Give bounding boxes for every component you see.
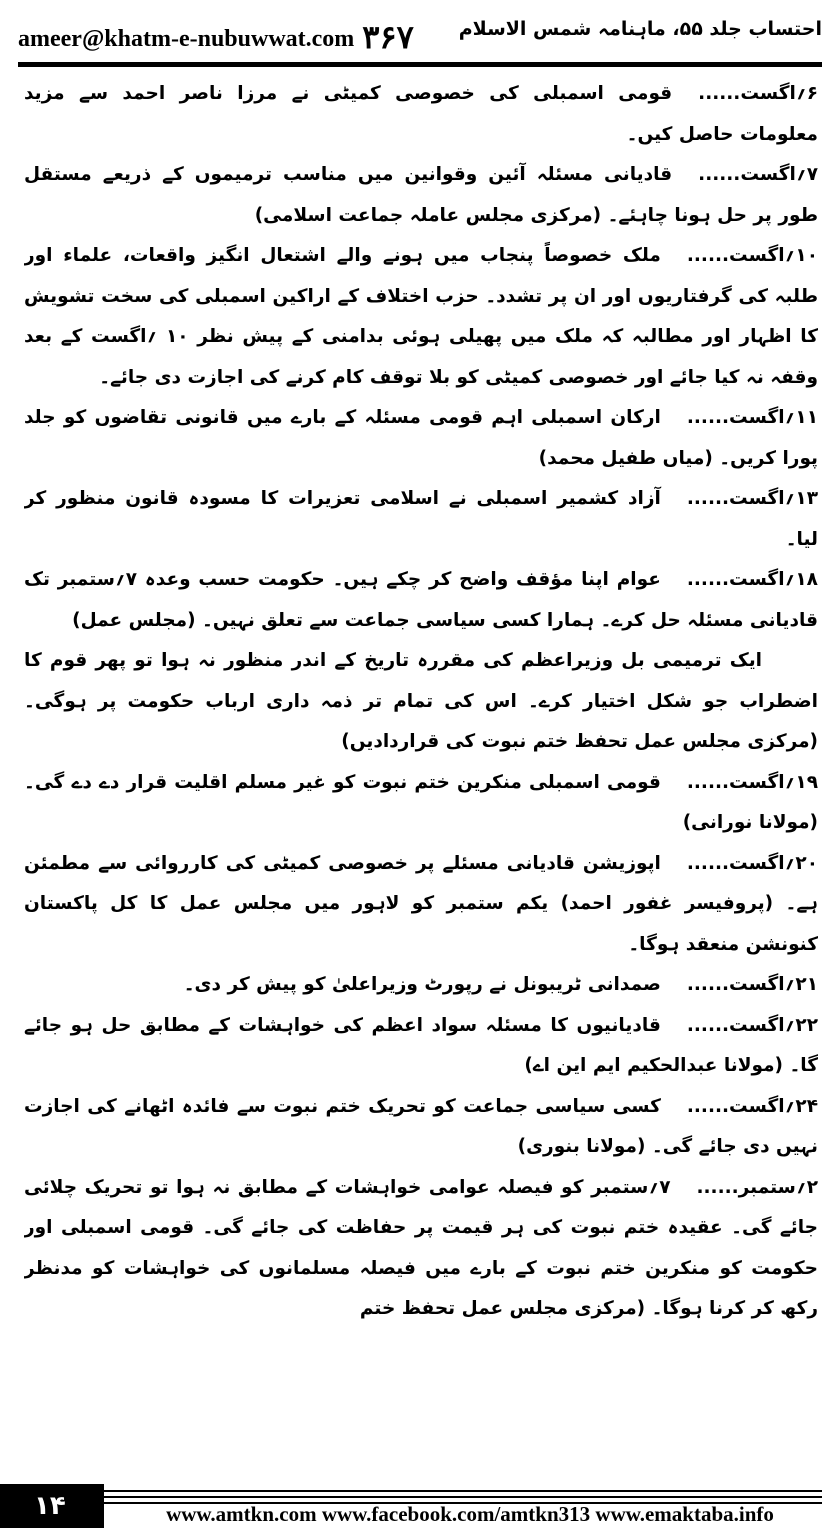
entry-text: ملک خصوصاً پنجاب میں ہونے والے اشتعال انگیز واقعات، علماء اور طلبہ کی گرفتاریوں اور ان پر تشدد۔ حزب اختلاف کے اراکین اسمبلی کی سخت تشویش کا اظہار اور مطالبہ کہ ملک میں پھیلی ہوئی بدامنی کے پیش نظر ۱۰ ؍اگست کے بعد وقفہ نہ کیا جائے اور خصوصی کمیٹی کو بلا توقف کام کرنے کی اجازت دی جائے۔ [24,245,818,388]
footer-rule [104,1490,822,1492]
timeline-entry [24,844,818,966]
timeline-entry [24,1087,818,1168]
entry-text: قادیانیوں کا مسئلہ سواد اعظم کی خواہشات کے مطابق حل ہو جائے گا۔ (مولانا عبدالحکیم ایم این اے) [24,1014,818,1076]
timeline-entry [24,1006,818,1087]
entry-date: ۱۱؍اگست...... [686,407,818,428]
resolution-paragraph: ایک ترمیمی بل وزیراعظم کی مقررہ تاریخ کے اندر منظور نہ ہوا تو پھر قوم کا اضطراب جو شکل اختیار کرے۔ اس کی تمام تر ذمہ داری ارباب حکومت پر ہوگی۔ (مرکزی مجلس عمل تحفظ ختم نبوت کی قراردادیں) [24,650,818,752]
entry-date: ۷؍اگست...... [698,164,818,185]
entry-text: قادیانی مسئلہ آئین وقوانین میں مناسب ترمیموں کے ذریعے مستقل طور پر حل ہونا چاہئے۔ (مرکزی مجلس عاملہ جماعت اسلامی) [24,164,818,226]
entry-date: ۲۲؍اگست...... [686,1014,818,1036]
page-header [18,8,822,66]
footer-page-number: ۱۴ [0,1484,104,1528]
entry-date: ۱۸؍اگست...... [686,569,818,590]
entry-text: قومی اسمبلی منکرین ختم نبوت کو غیر مسلم اقلیت قرار دے دے گی۔ (مولانا نورانی) [24,771,818,833]
timeline-entry [24,155,818,236]
entry-text: صمدانی ٹریبونل نے رپورٹ وزیراعلیٰ کو پیش کر دی۔ [183,974,661,995]
entry-date: ۲۰؍اگست...... [686,852,818,874]
entry-text: آزاد کشمیر اسمبلی نے اسلامی تعزیرات کا مسودہ قانون منظور کر لیا۔ [24,488,818,550]
entry-text: اپوزیشن قادیانی مسئلے پر خصوصی کمیٹی کی کارروائی سے مطمئن ہے۔ (پروفیسر غفور احمد) یکم ستمبر کو لاہور میں مجلس عمل کا کل پاکستان کنونشن منعقد ہوگا۔ [24,852,818,955]
article-body [24,74,818,1462]
entry-date: ۲۴؍اگست...... [686,1095,818,1117]
timeline-entry [24,1168,818,1330]
header-left [18,18,414,56]
entry-text: کسی سیاسی جماعت کو تحریک ختم نبوت سے فائدہ اٹھانے کی اجازت نہیں دی جائے گی۔ (مولانا بنوری) [24,1095,818,1157]
footer-urls: www.amtkn.com www.facebook.com/amtkn313 www.emaktaba.info [166,1502,774,1526]
timeline-entry [24,560,818,641]
timeline-entry [24,398,818,479]
entry-text: عوام اپنا مؤقف واضح کر چکے ہیں۔ حکومت حسب وعدہ ۷؍ستمبر تک قادیانی مسئلہ حل کرے۔ ہمارا کسی سیاسی جماعت سے تعلق نہیں۔ (مجلس عمل) [24,569,818,631]
entry-date: ۱۹؍اگست...... [686,771,818,793]
entry-date: ۲۱؍اگست...... [686,974,818,995]
entry-date: ۶؍اگست...... [698,83,818,104]
header-email: ameer@khatm-e-nubuwwat.com [18,26,355,52]
header-publication-title: احتساب جلد ۵۵، ماہنامہ شمس الاسلام [458,18,822,40]
timeline-entry [24,74,818,155]
timeline-entry [24,763,818,844]
header-rule [18,62,822,67]
header-page-number: ۳۶۷ [362,19,414,55]
footer-rule [104,1496,822,1498]
entry-text: ارکان اسمبلی اہم قومی مسئلہ کے بارے میں قانونی تقاضوں کو جلد پورا کریں۔ (میاں طفیل محمد) [24,407,818,469]
timeline-entry [24,479,818,560]
page-footer [0,1484,840,1540]
entry-text: قومی اسمبلی کی خصوصی کمیٹی نے مرزا ناصر احمد سے مزید معلومات حاصل کیں۔ [24,83,818,145]
entry-date: ۱۳؍اگست...... [686,488,818,509]
timeline-entry [24,965,818,1006]
entry-date: ۱۰؍اگست...... [686,245,818,266]
entry-date: ۲؍ستمبر...... [696,1176,818,1198]
entry-text: ۷؍ستمبر کو فیصلہ عوامی خواہشات کے مطابق نہ ہوا تو تحریک چلائی جائے گی۔ عقیدہ ختم نبوت کی ہر قیمت پر حفاظت کی جائے گی۔ قومی اسمبلی اور حکومت کو منکرین ختم نبوت کے بارے میں فیصلہ مسلمانوں کی خواہشات کو مدنظر رکھ کر کرنا ہوگا۔ (مرکزی مجلس عمل تحفظ ختم [24,1176,818,1319]
timeline-entry [24,236,818,398]
